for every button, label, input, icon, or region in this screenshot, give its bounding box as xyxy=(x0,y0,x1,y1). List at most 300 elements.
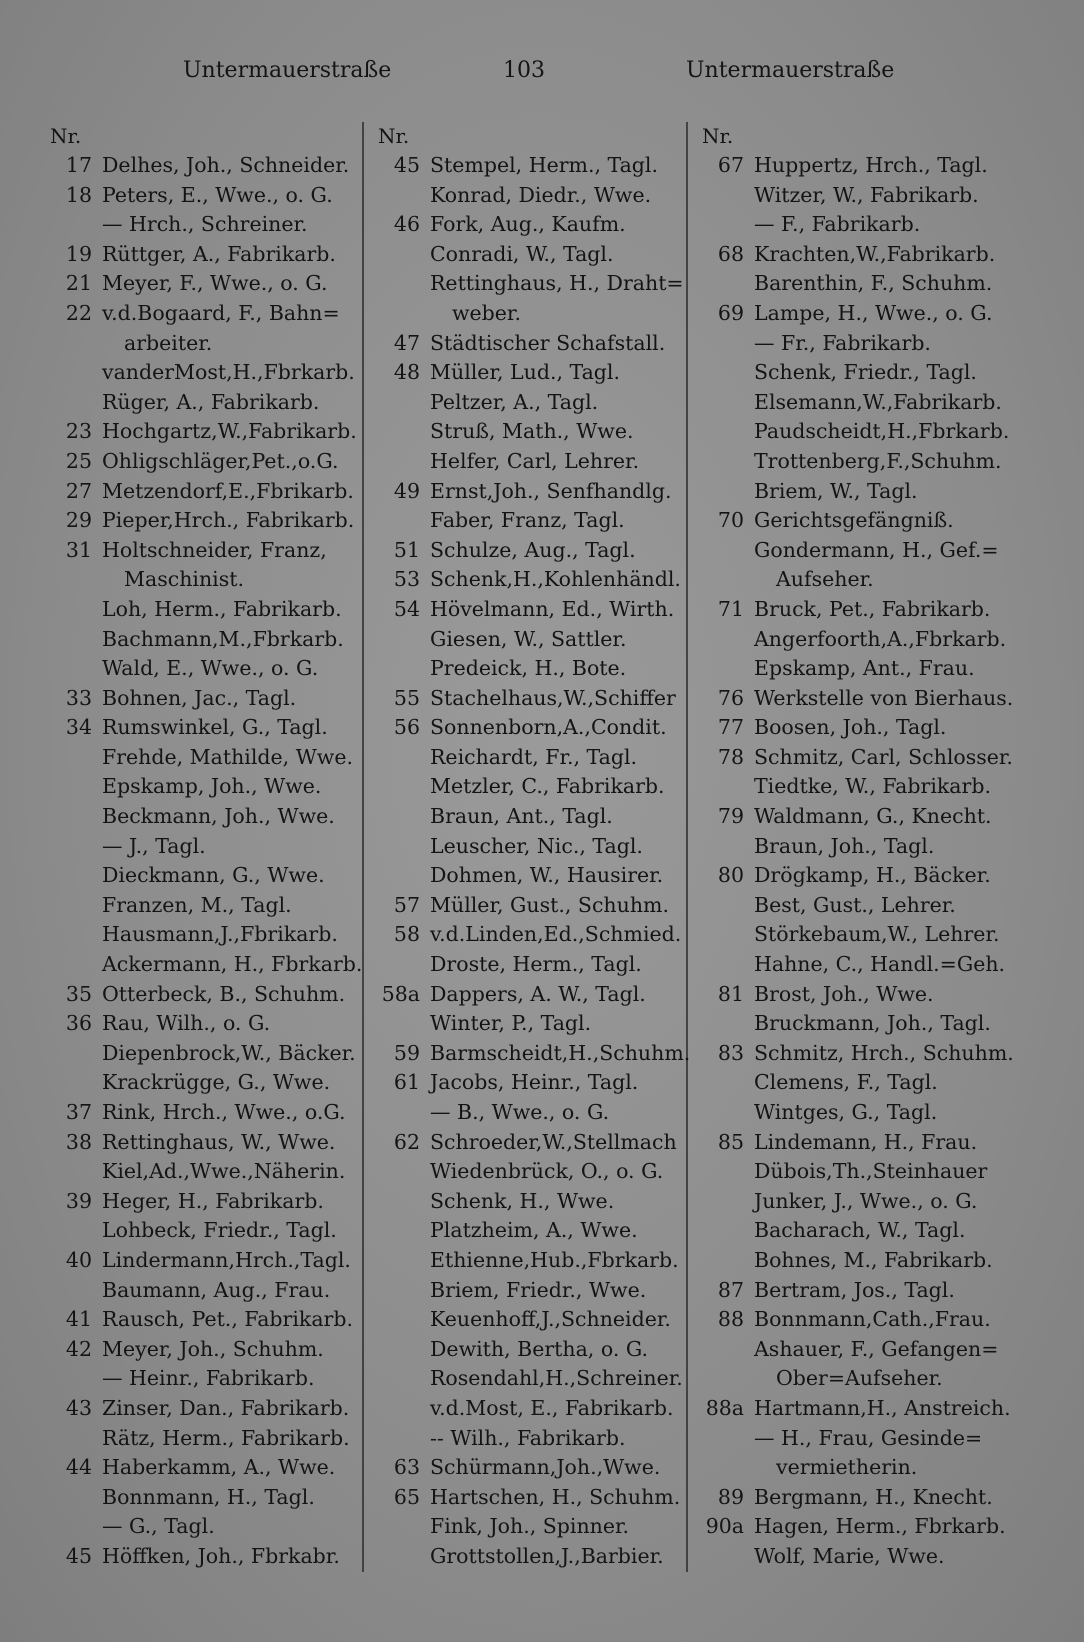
directory-entry xyxy=(702,240,1014,270)
resident-entry: Rausch, Pet., Fabrikarb. xyxy=(102,1307,353,1332)
directory-entry xyxy=(702,1542,1014,1572)
resident-entry: Metzler, C., Fabrikarb. xyxy=(430,774,665,799)
resident-entry: Städtischer Schafstall. xyxy=(430,330,666,355)
directory-entry xyxy=(50,743,360,773)
directory-entry xyxy=(702,920,1014,950)
directory-entry xyxy=(378,891,684,921)
directory-entry xyxy=(378,1424,684,1454)
house-number: 43 xyxy=(65,1395,92,1420)
directory-entry xyxy=(702,565,1014,595)
house-number: 33 xyxy=(65,685,92,710)
directory-entry xyxy=(50,388,360,418)
directory-entry xyxy=(702,743,1014,773)
resident-entry: Maschinist. xyxy=(124,567,245,592)
directory-entry xyxy=(702,684,1014,714)
directory-entry xyxy=(50,861,360,891)
directory-entry xyxy=(50,891,360,921)
resident-entry: Best, Gust., Lehrer. xyxy=(754,892,956,917)
house-number: 83 xyxy=(717,1040,744,1065)
house-number: 48 xyxy=(393,360,420,385)
resident-entry: Drögkamp, H., Bäcker. xyxy=(754,863,991,888)
resident-entry: Pieper,Hrch., Fabrikarb. xyxy=(102,508,355,533)
directory-entry xyxy=(378,1364,684,1394)
house-number: 25 xyxy=(65,448,92,473)
house-number: 57 xyxy=(393,892,420,917)
house-number: 85 xyxy=(717,1129,744,1154)
directory-entry xyxy=(378,625,684,655)
house-number: 59 xyxy=(393,1040,420,1065)
house-number: 17 xyxy=(65,153,92,177)
directory-entry xyxy=(378,1483,684,1513)
directory-entry xyxy=(378,329,684,359)
resident-entry: Struß, Math., Wwe. xyxy=(430,419,634,444)
resident-entry: Schmitz, Hrch., Schuhm. xyxy=(754,1040,1014,1065)
directory-entry xyxy=(702,388,1014,418)
directory-entry xyxy=(702,1335,1014,1365)
resident-entry: Paudscheidt,H.,Fbrkarb. xyxy=(754,419,1010,444)
house-number: 23 xyxy=(65,419,92,444)
resident-entry: Dohmen, W., Hausirer. xyxy=(430,863,664,888)
directory-entry xyxy=(702,506,1014,536)
directory-entry xyxy=(702,210,1014,240)
resident-entry: Clemens, F., Tagl. xyxy=(754,1070,938,1095)
resident-entry: Meyer, F., Wwe., o. G. xyxy=(102,271,328,296)
directory-entry xyxy=(378,1394,684,1424)
house-number: 65 xyxy=(393,1484,420,1509)
house-number: 21 xyxy=(65,271,92,296)
directory-entry xyxy=(702,1453,1014,1483)
directory-entry xyxy=(50,1364,360,1394)
directory-entry xyxy=(702,1187,1014,1217)
resident-entry: Ackermann, H., Fbrkarb. xyxy=(102,952,363,977)
resident-entry: Bacharach, W., Tagl. xyxy=(754,1218,966,1243)
house-number: 45 xyxy=(393,153,420,177)
directory-entry xyxy=(50,358,360,388)
resident-entry: Jacobs, Heinr., Tagl. xyxy=(430,1070,639,1095)
directory-entry xyxy=(378,595,684,625)
resident-entry: Meyer, Joh., Schuhm. xyxy=(102,1336,324,1361)
directory-entry xyxy=(702,1128,1014,1158)
resident-entry: Hövelmann, Ed., Wirth. xyxy=(430,596,675,621)
directory-entry xyxy=(50,950,363,980)
directory-entry xyxy=(378,1512,684,1542)
resident-entry: — Heinr., Fabrikarb. xyxy=(102,1366,315,1391)
resident-entry: weber. xyxy=(452,300,521,325)
resident-entry: Stempel, Herm., Tagl. xyxy=(430,153,658,177)
directory-entry xyxy=(50,506,360,536)
resident-entry: Fork, Aug., Kaufm. xyxy=(430,212,626,237)
house-number: 56 xyxy=(393,715,420,740)
directory-entry xyxy=(378,269,684,299)
directory-entry xyxy=(702,417,1014,447)
directory-entry xyxy=(702,713,1014,743)
directory-entry xyxy=(50,1394,360,1424)
resident-entry: Bergmann, H., Knecht. xyxy=(754,1484,993,1509)
resident-entry: Aufseher. xyxy=(776,567,874,592)
resident-entry: Rätz, Herm., Fabrikarb. xyxy=(102,1425,350,1450)
directory-entry xyxy=(378,1157,684,1187)
resident-entry: Boosen, Joh., Tagl. xyxy=(754,715,947,740)
directory-entry xyxy=(378,772,684,802)
directory-entry xyxy=(378,447,684,477)
resident-entry: Beckmann, Joh., Wwe. xyxy=(102,804,335,829)
column-1 xyxy=(50,122,363,1572)
directory-entry xyxy=(702,181,1014,211)
directory-entry xyxy=(50,1512,360,1542)
directory-entry xyxy=(378,920,684,950)
directory-entry xyxy=(50,1276,360,1306)
house-number: 47 xyxy=(393,330,420,355)
resident-entry: Schroeder,W.,Stellmach xyxy=(430,1129,677,1154)
resident-entry: Ashauer, F., Gefangen= xyxy=(754,1336,999,1361)
resident-entry: v.d.Linden,Ed.,Schmied. xyxy=(430,922,682,947)
directory-entry xyxy=(50,1157,360,1187)
resident-entry: v.d.Most, E., Fabrikarb. xyxy=(430,1395,674,1420)
directory-entry xyxy=(50,565,360,595)
directory-entry xyxy=(702,151,1014,181)
directory-entry xyxy=(50,654,360,684)
resident-entry: Reichardt, Fr., Tagl. xyxy=(430,744,638,769)
resident-entry: Schenk, Friedr., Tagl. xyxy=(754,360,977,385)
directory-entry xyxy=(378,743,684,773)
directory-entry xyxy=(378,1128,684,1158)
resident-entry: — G., Tagl. xyxy=(102,1514,215,1539)
resident-entry: Heger, H., Fabrikarb. xyxy=(102,1188,324,1213)
directory-entry xyxy=(378,210,684,240)
house-number: 18 xyxy=(65,182,92,207)
resident-entry: Trottenberg,F.,Schuhm. xyxy=(754,448,1002,473)
directory-entry xyxy=(702,1098,1014,1128)
directory-entry xyxy=(378,240,684,270)
directory-entry xyxy=(702,1216,1014,1246)
directory-entry xyxy=(702,1305,1014,1335)
house-number: 63 xyxy=(393,1455,420,1480)
resident-entry: Junker, J., Wwe., o. G. xyxy=(754,1188,978,1213)
resident-entry: Otterbeck, B., Schuhm. xyxy=(102,981,346,1006)
resident-entry: Rink, Hrch., Wwe., o.G. xyxy=(102,1100,346,1124)
resident-entry: Rumswinkel, G., Tagl. xyxy=(102,715,328,740)
resident-entry: Werkstelle von Bierhaus. xyxy=(754,685,1014,710)
directory-entry xyxy=(702,1276,1014,1306)
directory-entry xyxy=(378,1039,691,1069)
house-number: 37 xyxy=(65,1100,92,1124)
directory-entry xyxy=(378,654,684,684)
resident-entry: Franzen, M., Tagl. xyxy=(102,892,292,917)
house-number: 34 xyxy=(65,715,92,740)
directory-entry xyxy=(378,713,684,743)
house-number: 46 xyxy=(393,212,420,237)
resident-entry: vermietherin. xyxy=(776,1455,918,1480)
column-header-nr: Nr. xyxy=(702,124,734,148)
resident-entry: Dübois,Th.,Steinhauer xyxy=(754,1159,988,1184)
house-number: 53 xyxy=(393,567,420,592)
directory-entry xyxy=(702,1068,1014,1098)
house-number: 58a xyxy=(381,981,420,1006)
resident-entry: Bertram, Jos., Tagl. xyxy=(754,1277,955,1302)
resident-entry: Wald, E., Wwe., o. G. xyxy=(102,656,319,681)
resident-entry: Lohbeck, Friedr., Tagl. xyxy=(102,1218,337,1243)
house-number: 29 xyxy=(65,508,92,533)
resident-entry: Barmscheidt,H.,Schuhm. xyxy=(430,1040,691,1065)
directory-entry xyxy=(50,240,360,270)
directory-entry xyxy=(50,713,360,743)
directory-entry xyxy=(50,536,360,566)
house-number: 54 xyxy=(393,596,420,621)
resident-entry: Lindemann, H., Frau. xyxy=(754,1129,978,1154)
resident-entry: Holtschneider, Franz, xyxy=(102,537,327,562)
resident-entry: Fink, Joh., Spinner. xyxy=(430,1514,630,1539)
directory-entry xyxy=(50,1216,360,1246)
resident-entry: Dieckmann, G., Wwe. xyxy=(102,863,325,888)
directory-entry xyxy=(702,477,1014,507)
column-2 xyxy=(378,122,691,1572)
house-number: 55 xyxy=(393,685,420,710)
resident-entry: Predeick, H., Bote. xyxy=(430,656,627,681)
resident-entry: Ohligschläger,Pet.,o.G. xyxy=(102,448,339,473)
directory-entry xyxy=(50,920,360,950)
directory-entry xyxy=(50,151,360,181)
directory-entry xyxy=(50,1305,360,1335)
directory-entry xyxy=(702,950,1014,980)
directory-entry xyxy=(378,1453,684,1483)
house-number: 71 xyxy=(717,596,744,621)
directory-entry xyxy=(702,772,1014,802)
directory-entry xyxy=(50,684,360,714)
resident-entry: Lampe, H., Wwe., o. G. xyxy=(754,300,993,325)
resident-entry: Giesen, W., Sattler. xyxy=(430,626,627,651)
page-number: 103 xyxy=(503,58,545,83)
resident-entry: Waldmann, G., Knecht. xyxy=(754,804,992,829)
resident-entry: Peters, E., Wwe., o. G. xyxy=(102,182,333,207)
house-number: 45 xyxy=(65,1543,92,1568)
house-number: 39 xyxy=(65,1188,92,1213)
resident-entry: Rüger, A., Fabrikarb. xyxy=(102,389,320,414)
resident-entry: — Fr., Fabrikarb. xyxy=(754,330,931,355)
directory-entry xyxy=(702,1039,1014,1069)
directory-entry xyxy=(50,625,360,655)
resident-entry: Dewith, Bertha, o. G. xyxy=(430,1336,649,1361)
resident-entry: Winter, P., Tagl. xyxy=(430,1011,592,1036)
directory-entry xyxy=(378,861,684,891)
house-number: 78 xyxy=(717,744,744,769)
directory-entry xyxy=(50,447,360,477)
resident-entry: Platzheim, A., Wwe. xyxy=(430,1218,638,1243)
house-number: 69 xyxy=(717,300,744,325)
house-number: 88 xyxy=(717,1307,744,1332)
house-number: 41 xyxy=(65,1307,92,1332)
resident-entry: Keuenhoff,J.,Schneider. xyxy=(430,1307,671,1332)
column-3 xyxy=(702,122,1014,1572)
house-number: 88a xyxy=(705,1395,744,1420)
resident-entry: Lindermann,Hrch.,Tagl. xyxy=(102,1247,351,1272)
resident-entry: Höffken, Joh., Fbrkabr. xyxy=(102,1543,340,1568)
resident-entry: Wintges, G., Tagl. xyxy=(754,1100,938,1124)
header-street-right: Untermauerstraße xyxy=(686,58,895,83)
column-header-nr: Nr. xyxy=(378,124,410,148)
resident-entry: Rosendahl,H.,Schreiner. xyxy=(430,1366,683,1391)
house-number: 31 xyxy=(65,537,92,562)
directory-entry xyxy=(702,1157,1014,1187)
directory-entry xyxy=(378,1305,684,1335)
directory-entry xyxy=(378,980,684,1010)
resident-entry: Braun, Joh., Tagl. xyxy=(754,833,935,858)
house-number: 70 xyxy=(717,508,744,533)
resident-entry: Schürmann,Joh.,Wwe. xyxy=(430,1455,661,1480)
resident-entry: Kiel,Ad.,Wwe.,Näherin. xyxy=(102,1159,346,1184)
directory-entry xyxy=(50,1187,360,1217)
directory-entry xyxy=(50,477,360,507)
directory-entry xyxy=(378,181,684,211)
resident-entry: Ober=Aufseher. xyxy=(776,1366,943,1391)
resident-entry: Schenk,H.,Kohlenhändl. xyxy=(430,567,681,592)
directory-entry xyxy=(702,832,1014,862)
resident-entry: Zinser, Dan., Fabrikarb. xyxy=(102,1395,350,1420)
resident-entry: -- Wilh., Fabrikarb. xyxy=(430,1425,626,1450)
directory-entry xyxy=(378,1276,684,1306)
directory-entry xyxy=(50,210,360,240)
directory-entry xyxy=(378,1098,684,1128)
resident-entry: Müller, Gust., Schuhm. xyxy=(430,892,669,917)
resident-entry: Huppertz, Hrch., Tagl. xyxy=(754,153,988,177)
resident-entry: arbeiter. xyxy=(124,330,213,355)
directory-entry xyxy=(378,565,684,595)
page-header xyxy=(0,58,1084,94)
directory-entry xyxy=(702,980,1014,1010)
directory-entry xyxy=(50,595,360,625)
resident-entry: Faber, Franz, Tagl. xyxy=(430,508,625,533)
house-number: 76 xyxy=(717,685,744,710)
resident-entry: Diepenbrock,W., Bäcker. xyxy=(102,1040,356,1065)
directory-entry xyxy=(50,1335,360,1365)
directory-entry xyxy=(50,1453,360,1483)
resident-entry: Haberkamm, A., Wwe. xyxy=(102,1455,336,1480)
resident-entry: Konrad, Diedr., Wwe. xyxy=(430,182,652,207)
directory-entry xyxy=(50,772,360,802)
resident-entry: Epskamp, Ant., Frau. xyxy=(754,656,975,681)
resident-entry: — B., Wwe., o. G. xyxy=(430,1100,610,1124)
resident-entry: Bonnmann, H., Tagl. xyxy=(102,1484,315,1509)
resident-entry: — Hrch., Schreiner. xyxy=(102,212,308,237)
resident-entry: Rüttger, A., Fabrikarb. xyxy=(102,241,336,266)
resident-entry: Wolf, Marie, Wwe. xyxy=(754,1543,945,1568)
directory-entry xyxy=(378,388,684,418)
house-number: 90a xyxy=(705,1514,744,1539)
resident-entry: Barenthin, F., Schuhm. xyxy=(754,271,993,296)
resident-entry: Frehde, Mathilde, Wwe. xyxy=(102,744,353,769)
directory-entry xyxy=(378,477,684,507)
directory-entry xyxy=(702,861,1014,891)
resident-entry: — F., Fabrikarb. xyxy=(754,212,921,237)
house-number: 87 xyxy=(717,1277,744,1302)
column-divider xyxy=(362,122,364,1572)
directory-entry xyxy=(378,536,684,566)
resident-entry: vanderMost,H.,Fbrkarb. xyxy=(102,360,355,385)
directory-entry xyxy=(378,506,684,536)
directory-entry xyxy=(378,299,684,329)
house-number: 35 xyxy=(65,981,92,1006)
resident-entry: Störkebaum,W., Lehrer. xyxy=(754,922,1000,947)
house-number: 62 xyxy=(393,1129,420,1154)
resident-entry: Hartmann,H., Anstreich. xyxy=(754,1395,1011,1420)
resident-entry: Bachmann,M.,Fbrkarb. xyxy=(102,626,344,651)
directory-entry xyxy=(378,151,684,181)
resident-entry: Dappers, A. W., Tagl. xyxy=(430,981,646,1006)
house-number: 40 xyxy=(65,1247,92,1272)
resident-entry: Schmitz, Carl, Schlosser. xyxy=(754,744,1013,769)
directory-entry xyxy=(50,1128,360,1158)
house-number: 51 xyxy=(393,537,420,562)
house-number: 79 xyxy=(717,804,744,829)
directory-entry xyxy=(50,329,360,359)
resident-entry: Hausmann,J.,Fbrikarb. xyxy=(102,922,338,947)
resident-entry: Hartschen, H., Schuhm. xyxy=(430,1484,681,1509)
directory-entry xyxy=(378,1187,684,1217)
directory-entry xyxy=(702,1512,1014,1542)
directory-entry xyxy=(50,802,360,832)
directory-entry xyxy=(702,358,1014,388)
directory-entry xyxy=(702,1364,1014,1394)
resident-entry: Brost, Joh., Wwe. xyxy=(754,981,934,1006)
directory-entry xyxy=(702,1009,1014,1039)
house-number: 38 xyxy=(65,1129,92,1154)
directory-entry xyxy=(702,1424,1014,1454)
resident-entry: Helfer, Carl, Lehrer. xyxy=(430,448,640,473)
resident-entry: — H., Frau, Gesinde= xyxy=(754,1425,983,1450)
header-street-left: Untermauerstraße xyxy=(183,58,392,83)
resident-entry: Stachelhaus,W.,Schiffer xyxy=(430,685,676,710)
house-number: 89 xyxy=(717,1484,744,1509)
directory-entry xyxy=(50,417,360,447)
resident-entry: Baumann, Aug., Frau. xyxy=(102,1277,331,1302)
directory-entry xyxy=(702,1483,1014,1513)
directory-entry xyxy=(378,1068,684,1098)
directory-entry xyxy=(50,299,360,329)
directory-entry xyxy=(702,654,1014,684)
directory-entry xyxy=(378,950,684,980)
resident-entry: Hahne, C., Handl.=Geh. xyxy=(754,952,1006,977)
directory-entry xyxy=(702,1394,1014,1424)
resident-entry: Tiedtke, W., Fabrikarb. xyxy=(754,774,991,799)
directory-entry xyxy=(50,1068,360,1098)
resident-entry: Schenk, H., Wwe. xyxy=(430,1188,615,1213)
resident-entry: Rettinghaus, W., Wwe. xyxy=(102,1129,336,1154)
resident-entry: — J., Tagl. xyxy=(102,833,206,858)
resident-entry: Braun, Ant., Tagl. xyxy=(430,804,613,829)
resident-entry: Droste, Herm., Tagl. xyxy=(430,952,642,977)
house-number: 22 xyxy=(65,300,92,325)
directory-entry xyxy=(50,832,360,862)
directory-entry xyxy=(378,1216,684,1246)
resident-entry: Witzer, W., Fabrikarb. xyxy=(754,182,979,207)
directory-entry xyxy=(378,1246,684,1276)
house-number: 61 xyxy=(393,1070,420,1095)
house-number: 44 xyxy=(65,1455,92,1480)
resident-entry: v.d.Bogaard, F., Bahn= xyxy=(102,300,340,325)
resident-entry: Briem, W., Tagl. xyxy=(754,478,918,503)
directory-entry xyxy=(378,417,684,447)
resident-entry: Conradi, W., Tagl. xyxy=(430,241,614,266)
directory-entry xyxy=(50,1424,360,1454)
directory-entry xyxy=(378,1009,684,1039)
resident-entry: Briem, Friedr., Wwe. xyxy=(430,1277,647,1302)
directory-entry xyxy=(50,1246,360,1276)
directory-entry xyxy=(50,1098,360,1128)
directory-entry xyxy=(702,625,1014,655)
resident-entry: Bruck, Pet., Fabrikarb. xyxy=(754,596,991,621)
resident-entry: Bruckmann, Joh., Tagl. xyxy=(754,1011,991,1036)
directory-entry xyxy=(50,1483,360,1513)
directory-entry xyxy=(378,358,684,388)
